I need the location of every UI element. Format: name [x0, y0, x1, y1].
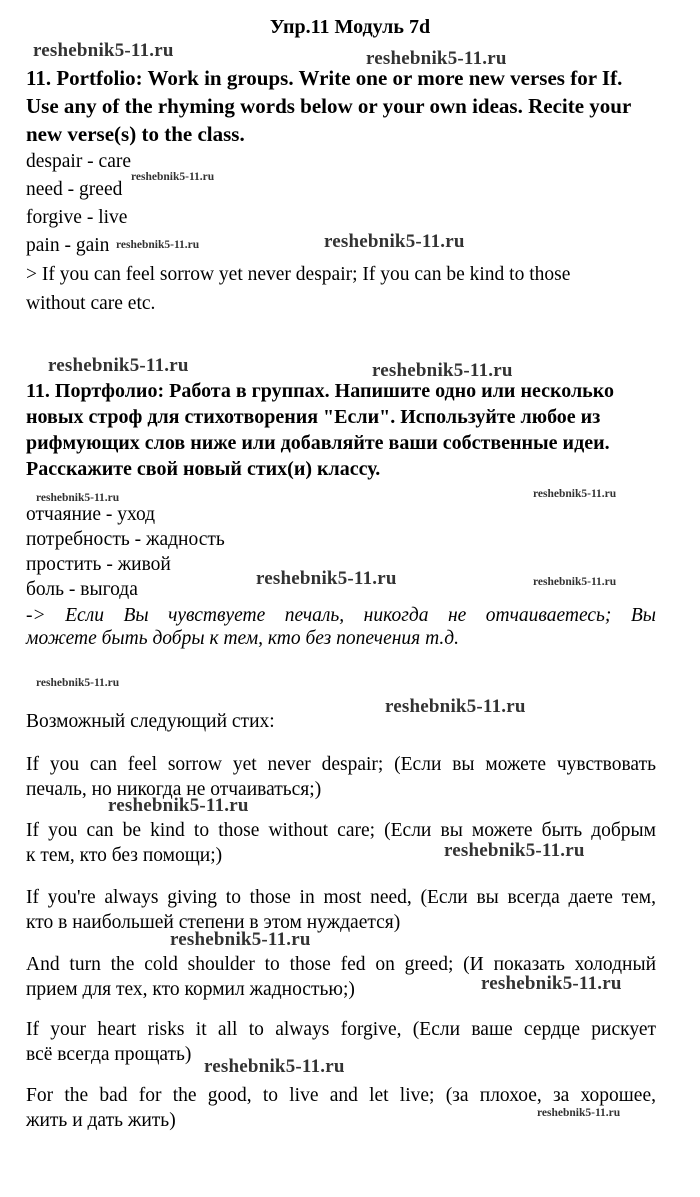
english-pair-1: despair - care: [26, 151, 132, 172]
watermark: reshebnik5-11.ru: [256, 568, 397, 589]
watermark: reshebnik5-11.ru: [533, 488, 617, 500]
watermark: reshebnik5-11.ru: [385, 696, 526, 717]
verse-2-line-2: к тем, кто без помощи;): [26, 845, 223, 866]
verse-4-line-2: прием для тех, кто кормил жадностью;): [26, 979, 355, 1000]
watermark: reshebnik5-11.ru: [131, 171, 215, 183]
verse-3-line-1: If you're always giving to those in most need, (Если вы всегда даете тем,: [26, 887, 656, 908]
russian-heading-line-1: 11. Портфолио: Работа в группах. Напишите одно или несколько: [26, 380, 615, 402]
russian-pair-4: боль - выгода: [26, 579, 138, 600]
verse-3-line-2: кто в наибольшей степени в этом нуждается): [26, 912, 401, 933]
watermark: reshebnik5-11.ru: [108, 795, 249, 816]
english-pair-3: forgive - live: [26, 207, 128, 228]
watermark: reshebnik5-11.ru: [537, 1107, 621, 1119]
watermark: reshebnik5-11.ru: [36, 492, 120, 504]
watermark: reshebnik5-11.ru: [48, 355, 189, 376]
watermark: reshebnik5-11.ru: [533, 576, 617, 588]
page-title: Упр.11 Модуль 7d: [269, 16, 431, 38]
watermark: reshebnik5-11.ru: [36, 677, 120, 689]
watermark: reshebnik5-11.ru: [170, 929, 311, 950]
english-answer-line-2: without care etc.: [26, 293, 156, 314]
russian-pair-1: отчаяние - уход: [26, 504, 156, 525]
verse-2-line-1: If you can be kind to those without care; (Если вы можете быть добрым: [26, 820, 656, 841]
verse-1-line-2: печаль, но никогда не отчаиваться;): [26, 779, 322, 800]
watermark: reshebnik5-11.ru: [204, 1056, 345, 1077]
russian-pair-3: простить - живой: [26, 554, 171, 575]
watermark: reshebnik5-11.ru: [372, 360, 513, 381]
russian-heading-line-3: рифмующих слов ниже или добавляйте ваши собственные идеи.: [26, 432, 610, 454]
verse-1-line-1: If you can feel sorrow yet never despair; (Если вы можете чувствовать: [26, 754, 656, 775]
watermark: reshebnik5-11.ru: [444, 840, 585, 861]
english-pair-4: pain - gain: [26, 235, 110, 256]
english-answer-line-1: > If you can feel sorrow yet never despair; If you can be kind to those: [26, 264, 571, 285]
verse-5-line-1: If your heart risks it all to always forgive, (Если ваше сердце рискует: [26, 1019, 656, 1040]
possible-verse-label: Возможный следующий стих:: [26, 711, 275, 732]
english-pair-2: need - greed: [26, 179, 123, 200]
russian-answer-line-1: -> Если Вы чувствуете печаль, никогда не отчаиваетесь; Вы: [26, 605, 656, 626]
english-heading-line-2: Use any of the rhyming words below or your own ideas. Recite your: [26, 94, 632, 118]
watermark: reshebnik5-11.ru: [33, 40, 174, 61]
russian-answer-line-2: можете быть добры к тем, кто без попечения т.д.: [26, 628, 460, 649]
english-heading-line-1: 11. Portfolio: Work in groups. Write one or more new verses for If.: [26, 66, 623, 90]
russian-pair-2: потребность - жадность: [26, 529, 225, 550]
english-heading-line-3: new verse(s) to the class.: [26, 122, 245, 146]
russian-heading-line-4: Расскажите свой новый стих(и) классу.: [26, 458, 381, 480]
verse-4-line-1: And turn the cold shoulder to those fed on greed; (И показать холодный: [26, 954, 656, 975]
verse-6-line-1: For the bad for the good, to live and let live; (за плохое, за хорошее,: [26, 1085, 656, 1106]
watermark: reshebnik5-11.ru: [116, 239, 200, 251]
russian-heading-line-2: новых строф для стихотворения "Если". Используйте любое из: [26, 406, 601, 428]
verse-5-line-2: всё всегда прощать): [26, 1044, 192, 1065]
watermark: reshebnik5-11.ru: [366, 48, 507, 69]
verse-6-line-2: жить и дать жить): [26, 1110, 176, 1131]
watermark: reshebnik5-11.ru: [324, 231, 465, 252]
watermark: reshebnik5-11.ru: [481, 973, 622, 994]
